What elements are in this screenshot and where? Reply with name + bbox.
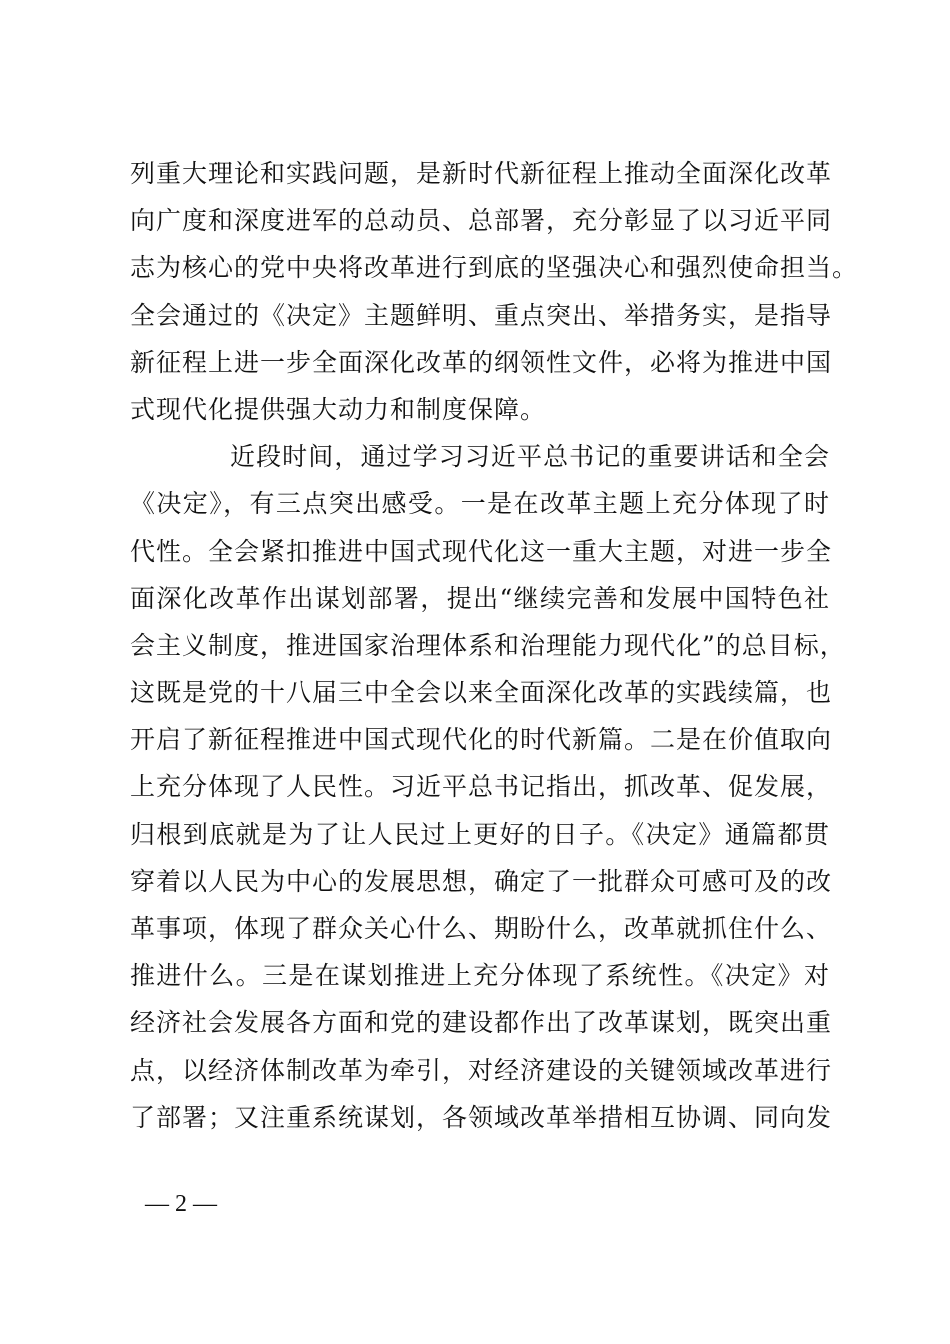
text-line: 上充分体现了人民性。习近平总书记指出，抓改革、促发展， xyxy=(130,772,833,802)
text-line: 代性。全会紧扣推进中国式现代化这一重大主题，对进一步全 xyxy=(130,536,833,566)
text-line: 经济社会发展各方面和党的建设都作出了改革谋划，既突出重 xyxy=(130,1008,833,1038)
text-line: 志为核心的党中央将改革进行到底的坚强决心和强烈使命担当。 xyxy=(130,253,859,283)
text-line: 了部署；又注重系统谋划，各领域改革举措相互协调、同向发 xyxy=(130,1102,833,1132)
text-line: 近段时间，通过学习习近平总书记的重要讲话和全会 xyxy=(230,442,830,472)
body-text xyxy=(130,150,859,1141)
text-line: 推进什么。三是在谋划推进上充分体现了系统性。《决定》对 xyxy=(130,961,830,991)
text-line: 式现代化提供强大动力和制度保障。 xyxy=(130,394,547,424)
text-line: 列重大理论和实践问题，是新时代新征程上推动全面深化改革 xyxy=(130,159,833,188)
text-line: 会主义制度，推进国家治理体系和治理能力现代化”的总目标， xyxy=(130,630,846,660)
text-line: 全会通过的《决定》主题鲜明、重点突出、举措务实，是指导 xyxy=(130,300,833,330)
text-line: 点，以经济体制改革为牵引，对经济建设的关键领域改革进行 xyxy=(130,1055,833,1085)
text-line: 新征程上进一步全面深化改革的纲领性文件，必将为推进中国 xyxy=(130,347,833,377)
text-line: 开启了新征程推进中国式现代化的时代新篇。二是在价值取向 xyxy=(130,725,833,755)
text-line: 面深化改革作出谋划部署，提出“继续完善和发展中国特色社 xyxy=(130,583,830,613)
text-line: 向广度和深度进军的总动员、总部署，充分彰显了以习近平同 xyxy=(130,206,833,236)
page-number: — 2 — xyxy=(145,1191,217,1217)
paragraph-2 xyxy=(130,433,846,1141)
text-line: 《决定》，有三点突出感受。一是在改革主题上充分体现了时 xyxy=(130,489,830,519)
text-line: 归根到底就是为了让人民过上更好的日子。《决定》通篇都贯 xyxy=(130,819,830,849)
text-line: 穿着以人民为中心的发展思想，确定了一批群众可感可及的改 xyxy=(130,866,833,896)
text-line: 革事项，体现了群众关心什么、期盼什么，改革就抓住什么、 xyxy=(130,914,833,943)
paragraph-1 xyxy=(130,150,859,433)
text-line: 这既是党的十八届三中全会以来全面深化改革的实践续篇，也 xyxy=(130,678,833,708)
